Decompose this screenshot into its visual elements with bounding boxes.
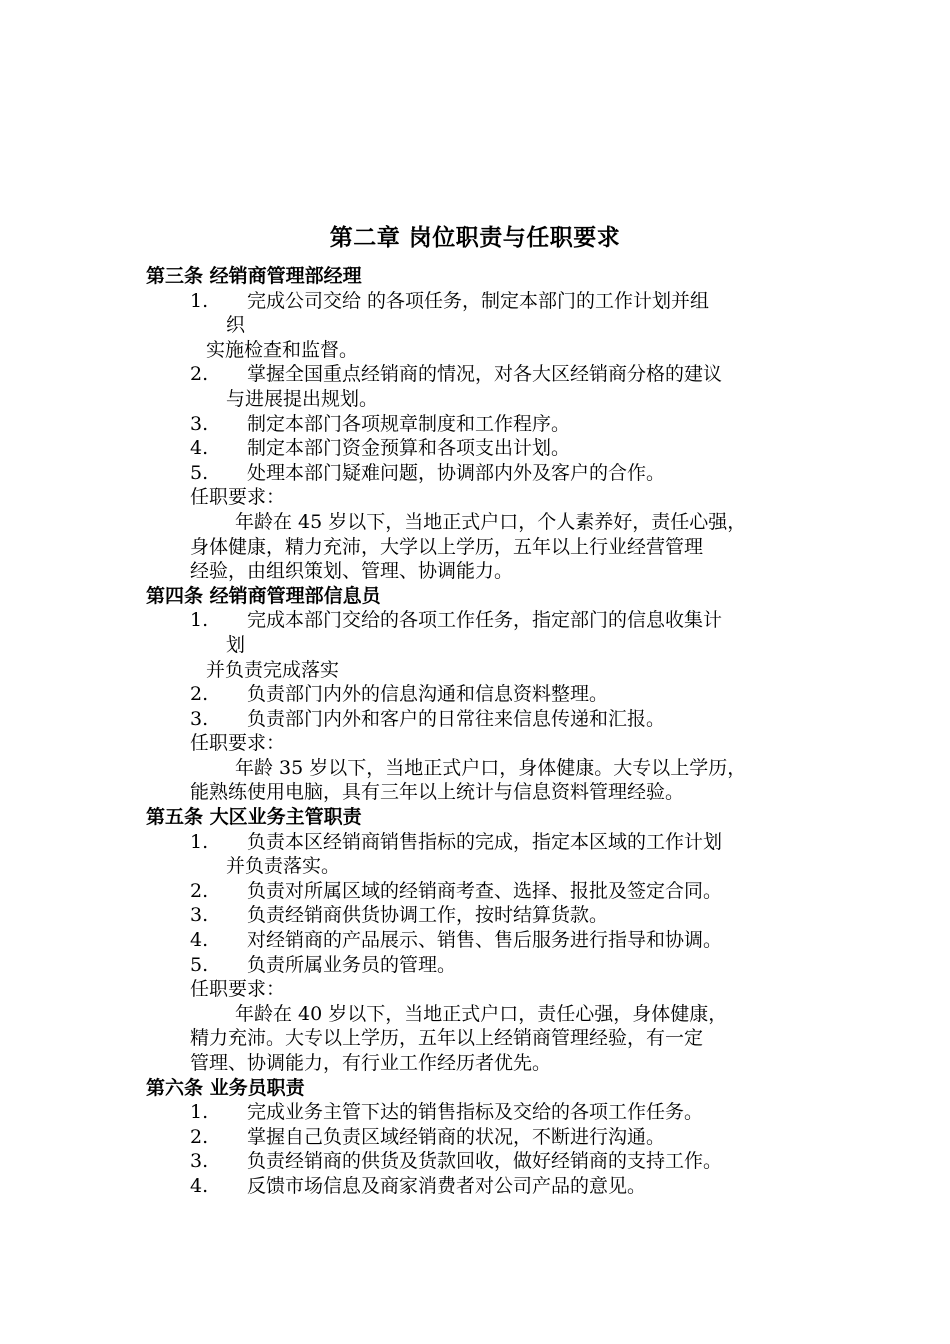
requirements-text: 年龄在 45 岁以下，当地正式户口，个人素养好，责任心强， bbox=[235, 510, 747, 533]
list-item-continuation bbox=[0, 338, 950, 363]
requirements-line bbox=[0, 1026, 950, 1051]
item-text: 对经销商的产品展示、销售、售后服务进行指导和协调。 bbox=[247, 929, 723, 952]
list-item bbox=[0, 608, 950, 633]
item-number: 3. bbox=[190, 412, 209, 435]
item-text: 完成业务主管下达的销售指标及交给的各项工作任务。 bbox=[247, 1101, 704, 1124]
item-number: 3. bbox=[190, 1150, 209, 1173]
section-heading: 第六条 业务员职责 bbox=[146, 1076, 305, 1099]
list-item bbox=[0, 412, 950, 437]
requirements-label: 任职要求： bbox=[190, 978, 286, 1001]
item-text: 负责对所属区域的经销商考查、选择、报批及签定合同。 bbox=[247, 879, 723, 902]
requirements-label: 任职要求： bbox=[190, 732, 286, 755]
list-item-continuation bbox=[0, 313, 950, 338]
item-text: 实施检查和监督。 bbox=[206, 338, 359, 361]
item-text: 掌握全国重点经销商的情况，对各大区经销商分格的建议 bbox=[247, 363, 723, 386]
list-item-continuation bbox=[0, 854, 950, 879]
item-number: 4. bbox=[190, 929, 209, 952]
list-item-continuation bbox=[0, 387, 950, 412]
requirements-line bbox=[0, 559, 950, 584]
list-item bbox=[0, 707, 950, 732]
list-item bbox=[0, 928, 950, 953]
requirements-label-line bbox=[0, 485, 950, 510]
document-body bbox=[0, 264, 950, 1199]
item-text: 负责经销商的供货及货款回收，做好经销商的支持工作。 bbox=[247, 1150, 723, 1173]
section-heading: 第四条 经销商管理部信息员 bbox=[146, 584, 381, 607]
list-item bbox=[0, 362, 950, 387]
item-number: 2. bbox=[190, 879, 209, 902]
requirements-text: 年龄在 40 岁以下，当地正式户口，责任心强，身体健康， bbox=[235, 1002, 728, 1025]
requirements-text: 身体健康，精力充沛，大学以上学历，五年以上行业经营管理 bbox=[190, 535, 704, 558]
list-item bbox=[0, 1149, 950, 1174]
requirements-line bbox=[0, 756, 950, 781]
list-item bbox=[0, 461, 950, 486]
requirements-text: 年龄 35 岁以下，当地正式户口，身体健康。大专以上学历， bbox=[235, 756, 747, 779]
list-item bbox=[0, 1174, 950, 1199]
requirements-line bbox=[0, 510, 950, 535]
item-text: 制定本部门各项规章制度和工作程序。 bbox=[247, 412, 571, 435]
requirements-line bbox=[0, 535, 950, 560]
list-item-continuation bbox=[0, 633, 950, 658]
requirements-label-line bbox=[0, 977, 950, 1002]
item-number: 5. bbox=[190, 953, 209, 976]
item-text: 并负责完成落实 bbox=[206, 658, 340, 681]
item-number: 2. bbox=[190, 363, 209, 386]
list-item bbox=[0, 682, 950, 707]
section-heading: 第三条 经销商管理部经理 bbox=[146, 265, 362, 287]
item-number: 3. bbox=[190, 707, 209, 730]
requirements-label-line bbox=[0, 731, 950, 756]
item-number: 1. bbox=[190, 830, 209, 853]
list-item bbox=[0, 879, 950, 904]
list-item bbox=[0, 953, 950, 978]
item-text: 负责所属业务员的管理。 bbox=[247, 953, 457, 976]
list-item bbox=[0, 1125, 950, 1150]
item-number: 2. bbox=[190, 1125, 209, 1148]
item-text: 负责部门内外和客户的日常往来信息传递和汇报。 bbox=[247, 707, 666, 730]
requirements-line bbox=[0, 1051, 950, 1076]
item-text: 负责部门内外的信息沟通和信息资料整理。 bbox=[247, 683, 609, 706]
list-item bbox=[0, 830, 950, 855]
item-number: 4. bbox=[190, 1174, 209, 1197]
list-item bbox=[0, 1100, 950, 1125]
list-item bbox=[0, 289, 950, 314]
item-text: 与进展提出规划。 bbox=[226, 387, 379, 410]
item-number: 2. bbox=[190, 683, 209, 706]
item-text: 制定本部门资金预算和各项支出计划。 bbox=[247, 437, 571, 460]
item-number: 1. bbox=[190, 1101, 209, 1124]
list-item bbox=[0, 903, 950, 928]
section-heading: 第五条 大区业务主管职责 bbox=[146, 806, 362, 829]
item-number: 1. bbox=[190, 609, 209, 632]
requirements-line bbox=[0, 1002, 950, 1027]
requirements-text: 能熟练使用电脑，具有三年以上统计与信息资料管理经验。 bbox=[190, 781, 685, 804]
item-number: 5. bbox=[190, 461, 209, 484]
item-text: 并负责落实。 bbox=[226, 855, 341, 878]
item-text: 处理本部门疑难问题，协调部内外及客户的合作。 bbox=[247, 461, 666, 484]
item-text: 负责本区经销商销售指标的完成，指定本区域的工作计划 bbox=[247, 830, 723, 853]
item-number: 1. bbox=[190, 289, 209, 312]
item-number: 4. bbox=[190, 437, 209, 460]
item-text: 掌握自己负责区域经销商的状况，不断进行沟通。 bbox=[247, 1125, 666, 1148]
item-text: 完成公司交给 的各项任务，制定本部门的工作计划并组 bbox=[247, 289, 710, 312]
requirements-label: 任职要求： bbox=[190, 486, 286, 509]
requirements-text: 管理、协调能力，有行业工作经历者优先。 bbox=[190, 1052, 552, 1074]
item-text: 织 bbox=[226, 314, 246, 337]
item-text: 划 bbox=[226, 633, 246, 656]
requirements-line bbox=[0, 780, 950, 805]
item-text: 完成本部门交给的各项工作任务，指定部门的信息收集计 bbox=[247, 609, 723, 632]
list-item bbox=[0, 436, 950, 461]
requirements-text: 精力充沛。大专以上学历，五年以上经销商管理经验，有一定 bbox=[190, 1027, 704, 1050]
item-text: 反馈市场信息及商家消费者对公司产品的意见。 bbox=[247, 1174, 647, 1197]
item-text: 负责经销商供货协调工作，按时结算货款。 bbox=[247, 904, 609, 927]
item-number: 3. bbox=[190, 904, 209, 927]
requirements-text: 经验，由组织策划、管理、协调能力。 bbox=[190, 560, 514, 583]
list-item-continuation bbox=[0, 658, 950, 683]
chapter-title: 第二章 岗位职责与任职要求 bbox=[329, 225, 621, 251]
